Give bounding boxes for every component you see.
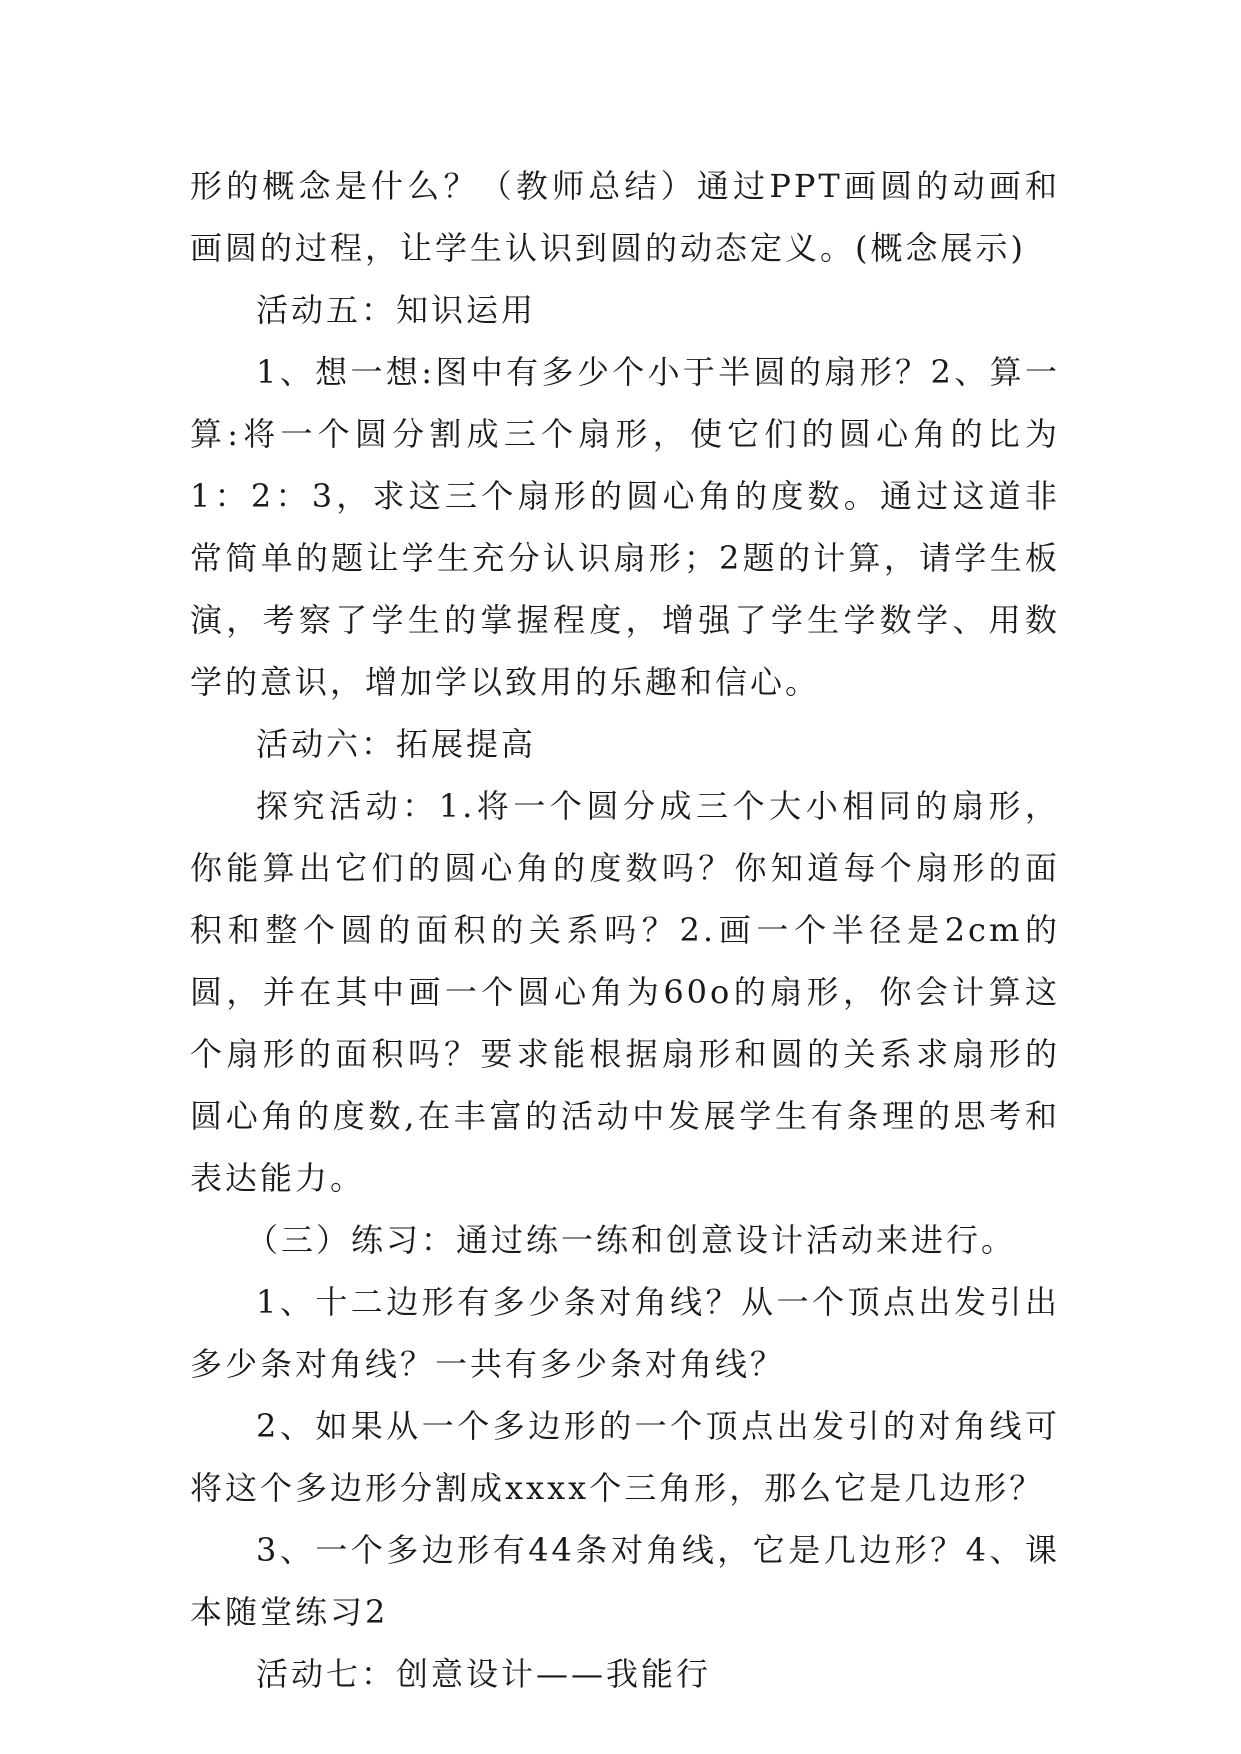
paragraph-exercise-three-four: 3、一个多边形有44条对角线，它是几边形？4、课本随堂练习2 <box>190 1531 1060 1631</box>
heading-activity-six: 活动六：拓展提高 <box>256 725 537 763</box>
paragraph-activity-six-content: 探究活动：1.将一个圆分成三个大小相同的扇形，你能算出它们的圆心角的度数吗？你知道每个扇形的面积和整个圆的面积的关系吗？2.画一个半径是2cm的圆，并在其中画一个圆心角为60o的扇形，你会计算这个扇形的面积吗？要求能根据扇形和圆的关系求扇形的圆心角的度数,在丰富的活动中发展学生有条理的思考和表达能力。 <box>190 787 1060 1197</box>
heading-activity-seven: 活动七：创意设计——我能行 <box>256 1655 712 1693</box>
paragraph-circle-concept: 形的概念是什么？（教师总结）通过PPT画圆的动画和画圆的过程，让学生认识到圆的动态定义。(概念展示) <box>190 167 1060 267</box>
paragraph-exercise-two: 2、如果从一个多边形的一个顶点出发引的对角线可将这个多边形分割成xxxx个三角形，那么它是几边形？ <box>190 1407 1060 1507</box>
heading-practice: （三）练习：通过练一练和创意设计活动来进行。 <box>246 1221 1017 1259</box>
heading-activity-five: 活动五：知识运用 <box>256 291 537 329</box>
paragraph-exercise-one: 1、十二边形有多少条对角线？从一个顶点出发引出多少条对角线？一共有多少条对角线？ <box>190 1283 1060 1383</box>
paragraph-activity-five-content: 1、想一想:图中有多少个小于半圆的扇形？2、算一算:将一个圆分割成三个扇形，使它们的圆心角的比为1：2：3，求这三个扇形的圆心角的度数。通过这道非常简单的题让学生充分认识扇形；2题的计算，请学生板演，考察了学生的掌握程度，增强了学生学数学、用数学的意识，增加学以致用的乐趣和信心。 <box>190 353 1060 701</box>
document-body <box>190 155 1060 1705</box>
